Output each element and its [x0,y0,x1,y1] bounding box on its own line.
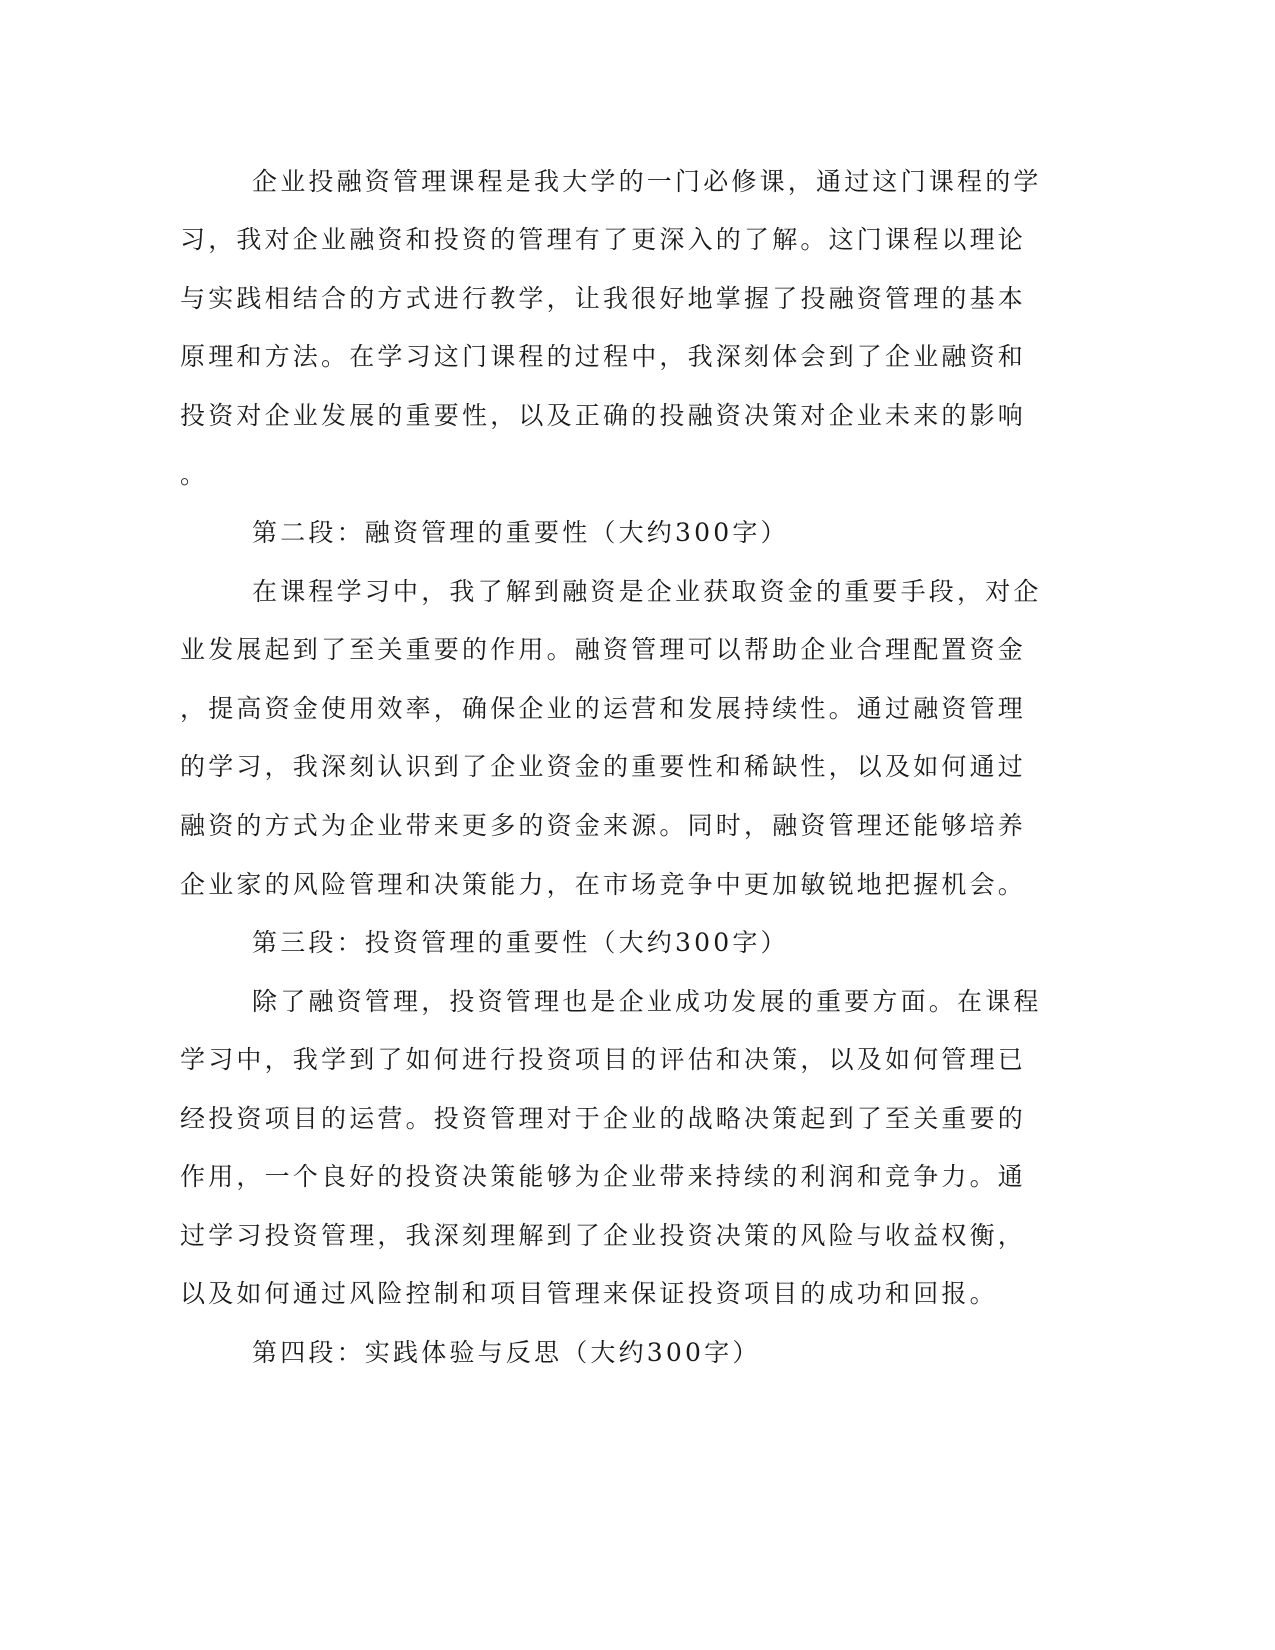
section-heading-2: 第二段：融资管理的重要性（大约300字） [252,518,789,547]
paragraph-1-line-6: 。 [180,460,209,489]
section-heading-4: 第四段：实践体验与反思（大约300字） [252,1338,761,1367]
paragraph-2-line-1: 在课程学习中，我了解到融资是企业获取资金的重要手段，对企 [252,577,1042,606]
paragraph-2-line-4: 的学习，我深刻认识到了企业资金的重要性和稀缺性，以及如何通过 [180,752,1027,781]
paragraph-3-line-6: 以及如何通过风险控制和项目管理来保证投资项目的成功和回报。 [180,1279,998,1308]
paragraph-1-line-1: 企业投融资管理课程是我大学的一门必修课，通过这门课程的学 [252,167,1042,196]
paragraph-3-line-5: 过学习投资管理，我深刻理解到了企业投资决策的风险与收益权衡， [180,1221,1027,1250]
paragraph-2-line-2: 业发展起到了至关重要的作用。融资管理可以帮助企业合理配置资金 [180,635,1027,664]
paragraph-2-line-6: 企业家的风险管理和决策能力，在市场竞争中更加敏锐地把握机会。 [180,870,1027,899]
paragraph-1-line-2: 习，我对企业融资和投资的管理有了更深入的了解。这门课程以理论 [180,225,1027,254]
paragraph-1-line-5: 投资对企业发展的重要性，以及正确的投融资决策对企业未来的影响 [180,401,1027,430]
paragraph-1-line-3: 与实践相结合的方式进行教学，让我很好地掌握了投融资管理的基本 [180,284,1027,313]
paragraph-3-line-1: 除了融资管理，投资管理也是企业成功发展的重要方面。在课程 [252,987,1042,1016]
paragraph-3-line-3: 经投资项目的运营。投资管理对于企业的战略决策起到了至关重要的 [180,1104,1027,1133]
paragraph-2-line-5: 融资的方式为企业带来更多的资金来源。同时，融资管理还能够培养 [180,811,1027,840]
paragraph-2-line-3: ，提高资金使用效率，确保企业的运营和发展持续性。通过融资管理 [180,694,1027,723]
paragraph-1-line-4: 原理和方法。在学习这门课程的过程中，我深刻体会到了企业融资和 [180,342,1027,371]
paragraph-3-line-4: 作用，一个良好的投资决策能够为企业带来持续的利润和竞争力。通 [180,1162,1027,1191]
section-heading-3: 第三段：投资管理的重要性（大约300字） [252,928,789,957]
paragraph-3-line-2: 学习中，我学到了如何进行投资项目的评估和决策，以及如何管理已 [180,1045,1027,1074]
